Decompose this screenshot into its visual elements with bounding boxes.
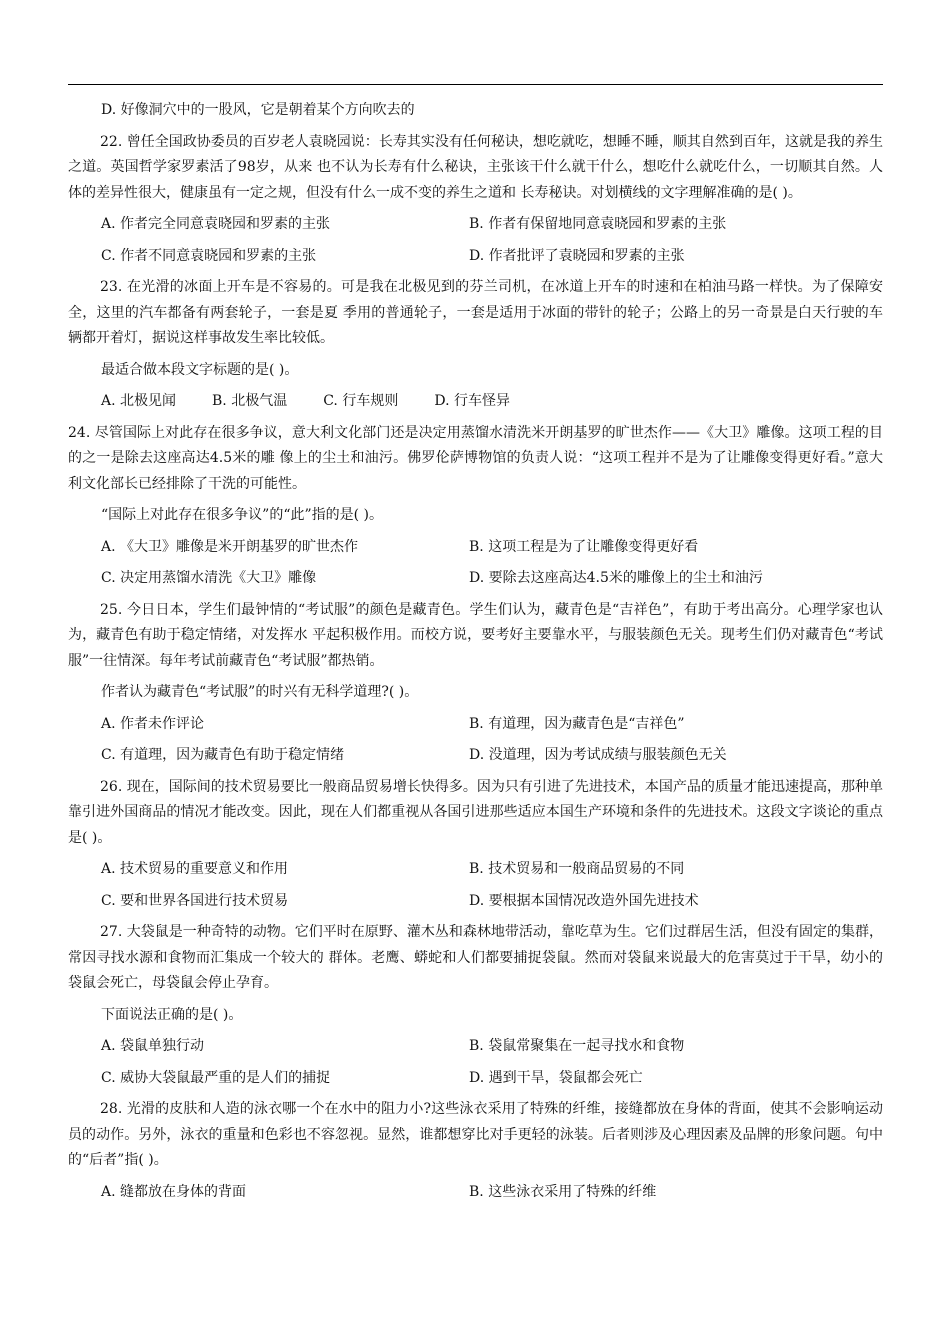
q23-option-d: D. 行车怪异 <box>434 393 510 409</box>
q23-stem: 23. 在光滑的冰面上开车是不容易的。可是我在北极见到的芬兰司机，在冰道上开车的时速和在柏油马路一样快。为了保障安全，这里的汽车都备有两套轮子，一套是夏 季用的普通轮子，一套是适用于冰面的带针的轮子；公路上的另一奇景是白天行驶的车辆都开着灯，据说这样事故发生率比较低。 <box>68 279 883 346</box>
q28-option-a: A. 缝都放在身体的背面 <box>101 1183 247 1200</box>
q24-option-b: B. 这项工程是为了让雕像变得更好看 <box>469 538 699 555</box>
q24-option-c: C. 决定用蒸馏水清洗《大卫》雕像 <box>101 570 317 586</box>
q24-options-row-2 <box>68 566 883 592</box>
q23-options-row <box>68 389 883 415</box>
q25-option-a: A. 作者未作评论 <box>101 715 205 732</box>
q24-option-d: D. 要除去这座高达4.5米的雕像上的尘土和油污 <box>469 570 763 586</box>
q23-option-b: B. 北极气温 <box>212 393 288 409</box>
q22-option-b: B. 作者有保留地同意袁晓园和罗素的主张 <box>469 216 727 232</box>
q27-option-a: A. 袋鼠单独行动 <box>101 1038 205 1054</box>
q22-options-row-1 <box>68 212 883 238</box>
q22-option-c: C. 作者不同意袁晓园和罗素的主张 <box>101 247 317 264</box>
q28-options-row-1 <box>68 1180 883 1206</box>
q27-option-b: B. 袋鼠常聚集在一起寻找水和食物 <box>469 1038 685 1054</box>
q25-question: 作者认为藏青色“考试服”的时兴有无科学道理?( )。 <box>101 684 419 700</box>
header-rule <box>68 84 883 85</box>
q22-option-a: A. 作者完全同意袁晓园和罗素的主张 <box>101 216 331 232</box>
q25-option-d: D. 没道理，因为考试成绩与服装颜色无关 <box>469 747 727 763</box>
q26-options-row-1 <box>68 857 883 883</box>
q22-options-row-2 <box>68 244 883 270</box>
q21-option-d: D. 好像洞穴中的一股风，它是朝着某个方向吹去的 <box>101 102 415 118</box>
q25-options-row-2 <box>68 743 883 769</box>
q23-question: 最适合做本段文字标题的是( )。 <box>101 361 299 378</box>
q22-option-d: D. 作者批评了袁晓园和罗素的主张 <box>469 247 685 264</box>
q28-option-b: B. 这些泳衣采用了特殊的纤维 <box>469 1183 657 1200</box>
q28-stem: 28. 光滑的皮肤和人造的泳衣哪一个在水中的阻力小?这些泳衣采用了特殊的纤维，接缝都放在身体的背面，使其不会影响运动员的动作。另外，泳衣的重量和色彩也不容忽视。显然，谁都想穿比对手更轻的泳装。后者则涉及心理因素及品牌的形象问题。句中的“后者”指( )。 <box>68 1101 883 1168</box>
q24-question: “国际上对此存在很多争议”的“此”指的是( )。 <box>101 507 384 523</box>
q24-options-row-1 <box>68 535 883 561</box>
q22-stem: 22. 曾任全国政协委员的百岁老人袁晓园说：长寿其实没有任何秘诀，想吃就吃，想睡不睡，顺其自然到百年，这就是我的养生之道。英国哲学家罗素活了98岁，从来 也不认为长寿有什么秘诀，主张该干什么就干什么，想吃什么就吃什么，一切顺其自然。人体的差异性很大，健康虽有一定之规，但没有什么一成不变的养生之道和 长寿秘诀。对划横线的文字理解准确的是( )。 <box>68 133 883 201</box>
q24-option-a: A. 《大卫》雕像是米开朗基罗的旷世杰作 <box>101 538 359 555</box>
q26-stem: 26. 现在，国际间的技术贸易要比一般商品贸易增长快得多。因为只有引进了先进技术，本国产品的质量才能迅速提高，那种单靠引进外国商品的情况才能改变。因此，现在人们都重视从各国引进那些适应本国生产环境和条件的先进技术。这段文字谈论的重点是( )。 <box>68 778 883 846</box>
q27-options-row-1 <box>68 1034 883 1060</box>
q27-question: 下面说法正确的是( )。 <box>101 1006 243 1023</box>
q25-stem: 25. 今日日本，学生们最钟情的“考试服”的颜色是藏青色。学生们认为，藏青色是“吉祥色”，有助于考出高分。心理学家也认为，藏青色有助于稳定情绪，对发挥水 平起积极作用。而校方说，要考好主要靠水平，与服装颜色无关。现考生们仍对藏青色“考试服”一往情深。每年考试前藏青色“考试服”都热销。 <box>68 601 883 669</box>
q23-option-c: C. 行车规则 <box>323 393 399 409</box>
q25-option-c: C. 有道理，因为藏青色有助于稳定情绪 <box>101 747 345 763</box>
q25-option-b: B. 有道理，因为藏青色是“吉祥色” <box>469 715 685 732</box>
q23-option-a: A. 北极见闻 <box>101 393 177 409</box>
q26-option-c: C. 要和世界各国进行技术贸易 <box>101 892 289 909</box>
q27-option-d: D. 遇到干旱，袋鼠都会死亡 <box>469 1069 643 1086</box>
exam-page <box>68 98 883 1211</box>
q26-option-d: D. 要根据本国情况改造外国先进技术 <box>469 892 699 909</box>
q27-options-row-2 <box>68 1066 883 1092</box>
q27-option-c: C. 威协大袋鼠最严重的是人们的捕捉 <box>101 1069 331 1086</box>
q27-stem: 27. 大袋鼠是一种奇特的动物。它们平时在原野、灌木丛和森林地带活动，靠吃草为生。它们过群居生活，但没有固定的集群，常因寻找水源和食物而汇集成一个较大的 群体。老鹰、蟒蛇和人们都要捕捉袋鼠。然而对袋鼠来说最大的危害莫过于干旱，幼小的袋鼠会死亡，母袋鼠会停止孕育。 <box>68 924 883 991</box>
q25-options-row-1 <box>68 712 883 738</box>
q24-stem: 24. 尽管国际上对此存在很多争议，意大利文化部门还是决定用蒸馏水清洗米开朗基罗的旷世杰作——《大卫》雕像。这项工程的目的之一是除去这座高达4.5米的雕 像上的尘土和油污。佛罗伦萨博物馆的负责人说：“这项工程并不是为了让雕像变得更好看。”意大利文化部长已经排除了干洗的可能性。 <box>68 424 883 492</box>
q26-option-b: B. 技术贸易和一般商品贸易的不同 <box>469 861 685 877</box>
q26-options-row-2 <box>68 889 883 915</box>
q26-option-a: A. 技术贸易的重要意义和作用 <box>101 861 289 877</box>
